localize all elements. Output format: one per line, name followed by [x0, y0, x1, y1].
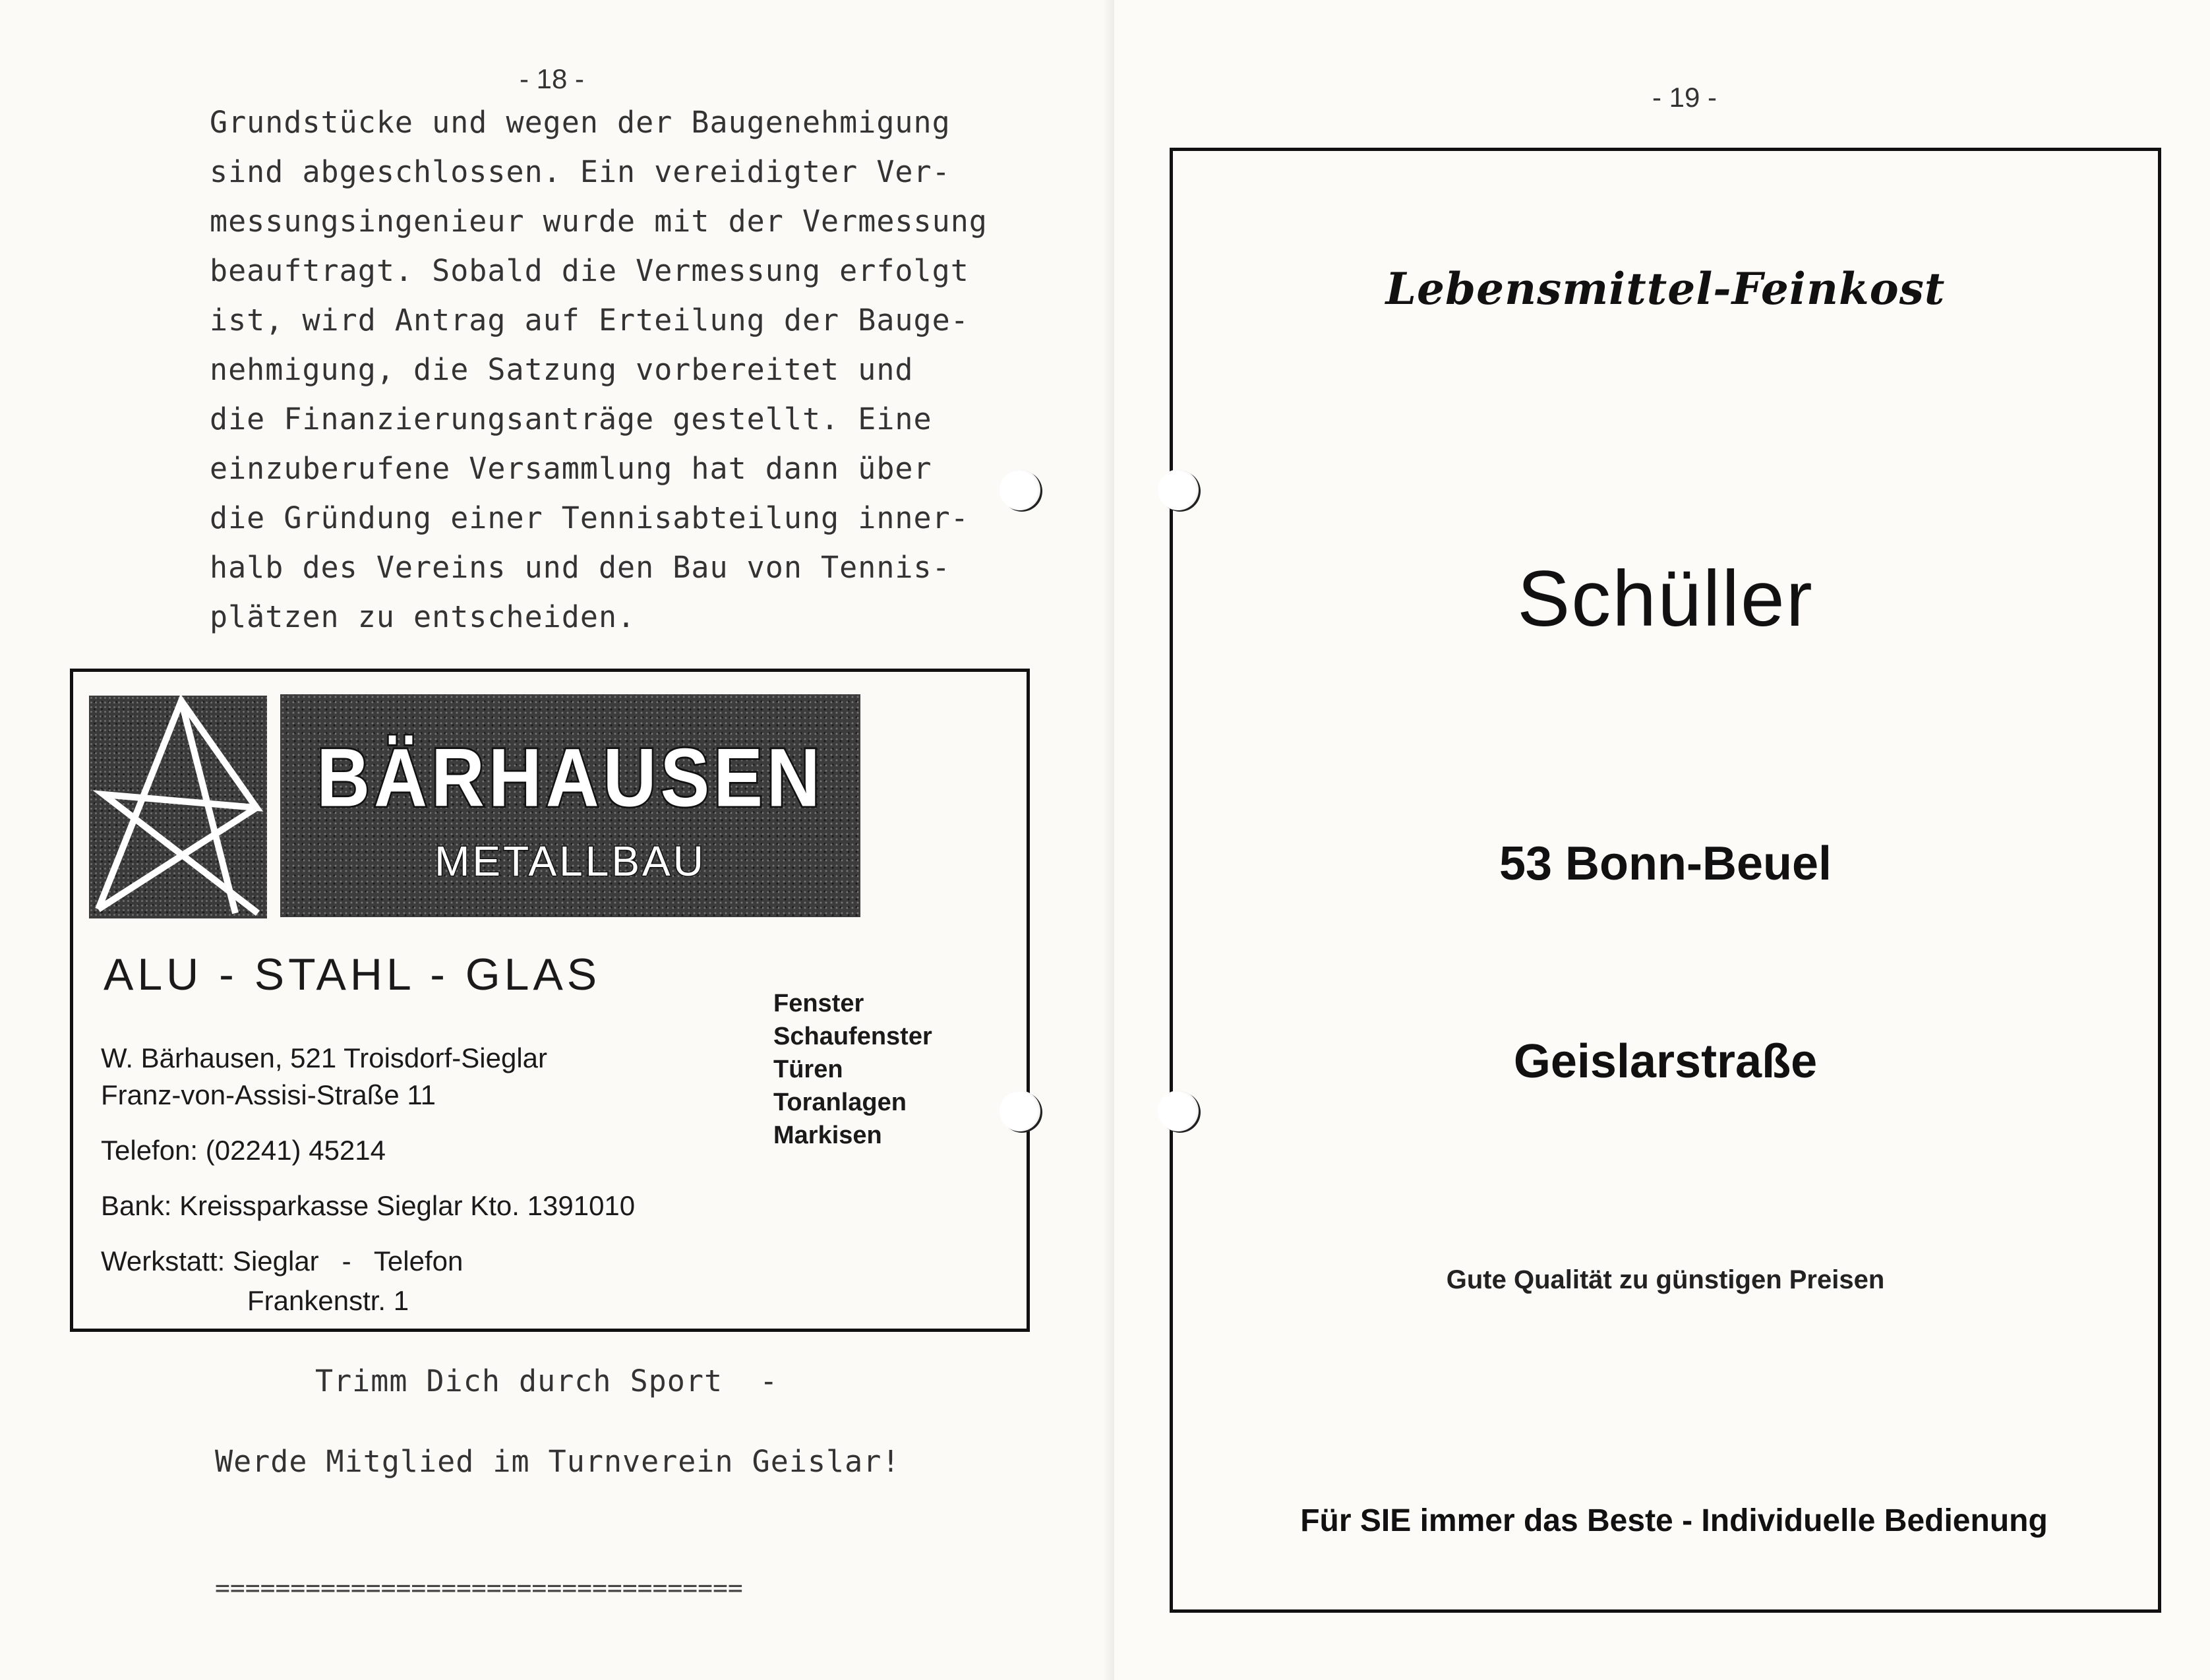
body-line: beauftragt. Sobald die Vermessung erfolgt — [210, 253, 969, 288]
page-number-left: - 18 - — [520, 63, 585, 94]
product-item: Markisen — [773, 1122, 882, 1149]
body-line: plätzen zu entscheiden. — [210, 599, 636, 634]
body-line: nehmigung, die Satzung vorbereitet und — [210, 352, 914, 387]
ad-workshop: Werkstatt: Sieglar - Telefon — [101, 1245, 463, 1276]
slogan-sport: Trimm Dich durch Sport - — [315, 1364, 779, 1398]
page-number-right: - 19 - — [1652, 82, 1717, 113]
punch-hole-icon — [1158, 1091, 1199, 1131]
product-item: Türen — [773, 1056, 843, 1083]
body-line: halb des Vereins und den Bau von Tennis- — [210, 550, 951, 585]
punch-hole-icon — [1000, 469, 1040, 510]
body-line: ist, wird Antrag auf Erteilung der Bauge- — [210, 303, 969, 338]
product-item: Fenster — [773, 990, 864, 1017]
body-line: Grundstücke und wegen der Baugenehmigung — [210, 105, 951, 140]
body-line: messungsingenieur wurde mit der Vermessung — [210, 204, 988, 239]
body-line: sind abgeschlossen. Ein vereidigter Ver- — [210, 154, 951, 189]
ad-workshop-street: Frankenstr. 1 — [247, 1285, 409, 1316]
ad-address-line2: Franz-von-Assisi-Straße 11 — [101, 1079, 436, 1110]
ad-headline: ALU - STAHL - GLAS — [104, 949, 601, 1000]
body-line: die Gründung einer Tennisabteilung inner- — [210, 500, 969, 535]
punch-hole-icon — [1000, 1091, 1040, 1131]
product-item: Schaufenster — [773, 1023, 932, 1050]
shop-city: 53 Bonn-Beuel — [1499, 837, 1832, 890]
shop-tagline: Gute Qualität zu günstigen Preisen — [1446, 1265, 1885, 1294]
schueller-ad — [1170, 148, 2161, 1613]
logo-banner — [280, 694, 860, 917]
body-text — [210, 98, 1133, 642]
baerhausen-logo — [89, 694, 940, 924]
shop-type: Lebensmittel-Feinkost — [1385, 263, 1946, 315]
shop-name: Schüller — [1517, 555, 1814, 643]
slogan-membership: Werde Mitglied im Turnverein Geislar! — [215, 1444, 901, 1479]
star-emblem-icon — [89, 696, 267, 918]
product-item: Toranlagen — [773, 1089, 907, 1116]
brand-name: BÄRHAUSEN — [316, 731, 824, 824]
separator-rule: =================================== — [215, 1573, 743, 1602]
baerhausen-ad — [70, 669, 1030, 1332]
brand-subtitle: METALLBAU — [434, 837, 706, 885]
shop-street: Geislarstraße — [1513, 1035, 1818, 1088]
body-line: die Finanzierungsanträge gestellt. Eine — [210, 402, 932, 436]
ad-phone: Telefon: (02241) 45214 — [101, 1135, 386, 1166]
shop-motto: Für SIE immer das Beste - Individuelle Bedienung — [1300, 1503, 2048, 1538]
ad-bank: Bank: Kreissparkasse Sieglar Kto. 1391010 — [101, 1190, 636, 1221]
ad-address-line1: W. Bärhausen, 521 Troisdorf-Sieglar — [101, 1042, 548, 1073]
ad-product-list — [773, 987, 932, 1152]
punch-hole-icon — [1158, 469, 1199, 510]
body-line: einzuberufene Versammlung hat dann über — [210, 451, 932, 486]
